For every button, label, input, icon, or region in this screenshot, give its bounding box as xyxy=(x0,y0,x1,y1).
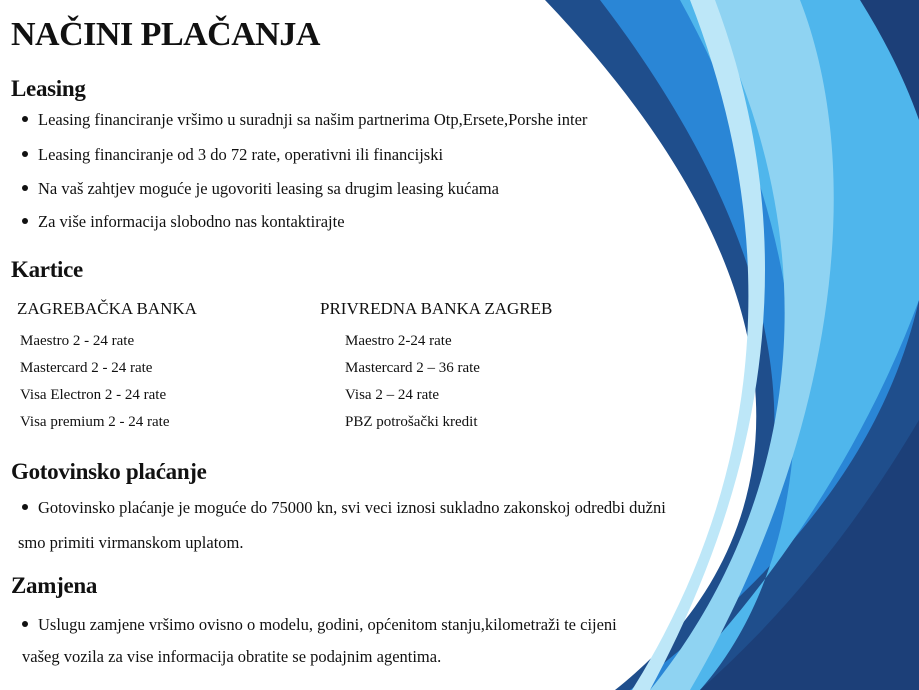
leasing-item-text: Na vaš zahtjev moguće je ugovoriti leasing sa drugim leasing kućama xyxy=(38,179,499,198)
card-option: Visa premium 2 - 24 rate xyxy=(20,414,170,430)
bullet-icon xyxy=(22,504,28,510)
gotovinsko-text: Gotovinsko plaćanje je moguće do 75000 kn, svi veci iznosi sukladno zakonskoj odredbi dužni xyxy=(38,498,666,517)
gotovinsko-text-continued: smo primiti virmanskom uplatom. xyxy=(18,533,244,552)
zamjena-text: Uslugu zamjene vršimo ovisno o modelu, godini, općenitom stanju,kilometraži te cijeni xyxy=(38,615,617,634)
section-heading-gotovinsko: Gotovinsko plaćanje xyxy=(11,459,207,484)
card-option: Mastercard 2 – 36 rate xyxy=(345,360,480,376)
bullet-icon xyxy=(22,218,28,224)
leasing-item xyxy=(22,110,587,130)
leasing-item xyxy=(22,145,443,165)
section-heading-zamjena: Zamjena xyxy=(11,573,98,598)
card-option: PBZ potrošački kredit xyxy=(345,414,478,430)
bank-name-pbz: PRIVREDNA BANKA ZAGREB xyxy=(320,299,553,318)
page-title: NAČINI PLAČANJA xyxy=(11,16,320,53)
card-option: Visa 2 – 24 rate xyxy=(345,387,440,403)
section-heading-kartice: Kartice xyxy=(11,257,83,282)
bullet-icon xyxy=(22,116,28,122)
bullet-icon xyxy=(22,621,28,627)
zamjena-item xyxy=(22,615,617,635)
leasing-item xyxy=(22,179,499,199)
bullet-icon xyxy=(22,151,28,157)
leasing-item-text: Leasing financiranje od 3 do 72 rate, operativni ili financijski xyxy=(38,145,444,164)
zamjena-text-continued: vašeg vozila za vise informacija obratite se podajnim agentima. xyxy=(22,647,442,666)
leasing-item xyxy=(22,212,345,232)
card-option: Mastercard 2 - 24 rate xyxy=(20,360,153,376)
card-option: Visa Electron 2 - 24 rate xyxy=(20,387,167,403)
leasing-item-text: Leasing financiranje vršimo u suradnji sa našim partnerima Otp,Ersete,Porshe inter xyxy=(38,110,588,129)
bank-name-zagrebacka: ZAGREBAČKA BANKA xyxy=(17,299,197,318)
section-heading-leasing: Leasing xyxy=(11,76,86,101)
gotovinsko-item xyxy=(22,498,666,518)
bullet-icon xyxy=(22,185,28,191)
leasing-item-text: Za više informacija slobodno nas kontaktirajte xyxy=(38,212,345,231)
card-option: Maestro 2 - 24 rate xyxy=(20,333,135,349)
card-option: Maestro 2-24 rate xyxy=(345,333,452,349)
